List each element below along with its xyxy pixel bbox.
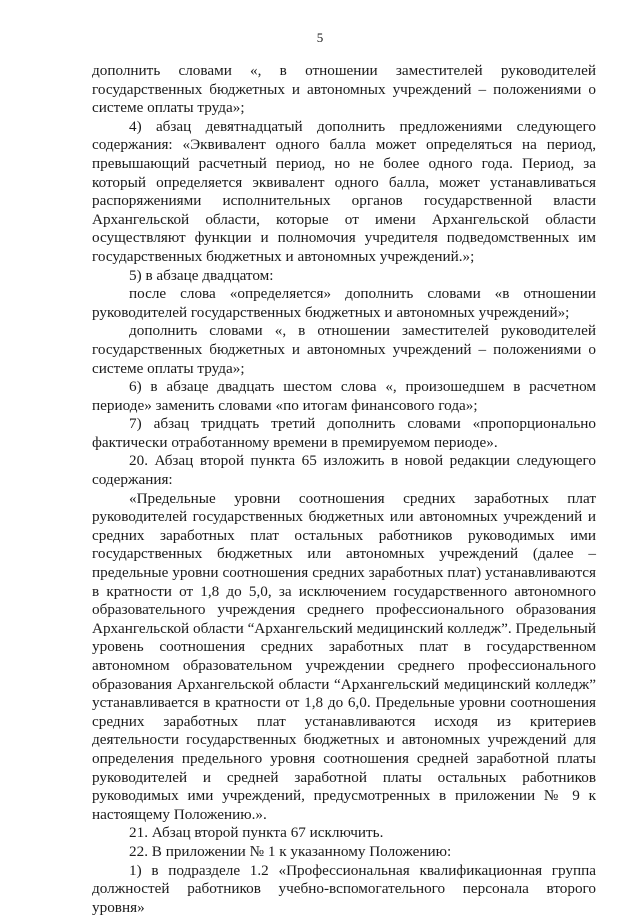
paragraph: «Предельные уровни соотношения средних заработных плат руководителей государственных бюджетных или автономных учреждений и средних заработных плат остальных работников руководимых ими государственных бюджетных или автономных учреждений (далее – предельные уровни соотношения средних заработных плат) устанавливаются в кратности от 1,8 до 5,0, за исключением государственного автономного образовательного учреждения среднего профессионального образования Архангельской области “Архангельский медицинский колледж”. Предельный уровень соотношения средних заработных плат в государственном автономном образовательном учреждении среднего профессионального образования Архангельской области “Архангельский медицинский колледж” устанавливается в кратности от 1,8 до 6,0. Предельные уровни соотношения средних заработных плат устанавливаются исходя из критериев деятельности государственных бюджетных и автономных учреждений для определения предельного уровня соотношения средней заработной платы руководителей и средней заработной платы остальных работников руководимых ими учреждений, предусмотренных в приложении № 9 к настоящему Положению.». [92, 489, 596, 823]
paragraph: 1) в подразделе 1.2 «Профессиональная квалификационная группа должностей работников учебно-вспомогательного персонала второго уровня» [92, 861, 596, 916]
paragraph: 20. Абзац второй пункта 65 изложить в новой редакции следующего содержания: [92, 452, 596, 489]
paragraph: после слова «определяется» дополнить словами «в отношении руководителей государственных бюджетных и автономных учреждений»; [92, 285, 596, 321]
paragraph: 22. В приложении № 1 к указанному Положению: [129, 842, 452, 860]
paragraph: 5) в абзаце двадцатом: [129, 266, 274, 284]
paragraph: 21. Абзац второй пункта 67 исключить. [129, 824, 384, 842]
document-body [92, 62, 596, 917]
paragraph: дополнить словами «, в отношении заместителей руководителей государственных бюджетных и автономных учреждений – положениями о системе оплаты труда»; [92, 62, 596, 117]
paragraph: 7) абзац тридцать третий дополнить словами «пропорционально фактически отработанному времени в премируемом периоде». [92, 415, 596, 451]
paragraph: дополнить словами «, в отношении заместителей руководителей государственных бюджетных и автономных учреждений – положениями о системе оплаты труда»; [92, 322, 596, 377]
page-number: 5 [316, 30, 324, 45]
paragraph: 4) абзац девятнадцатый дополнить предложениями следующего содержания: «Эквивалент одного балла может определяться на период, превышающий расчетный период, но не более одного года. Период, за который определяется эквивалент одного балла, может устанавливаться распоряжениями исполнительных органов государственной власти Архангельской области, которые от имени Архангельской области осуществляют функции и полномочия учредителя подведомственных им государственных бюджетных и автономных учреждений.»; [92, 117, 596, 265]
paragraph: 6) в абзаце двадцать шестом слова «, произошедшем в расчетном периоде» заменить словами «по итогам финансового года»; [92, 378, 596, 414]
